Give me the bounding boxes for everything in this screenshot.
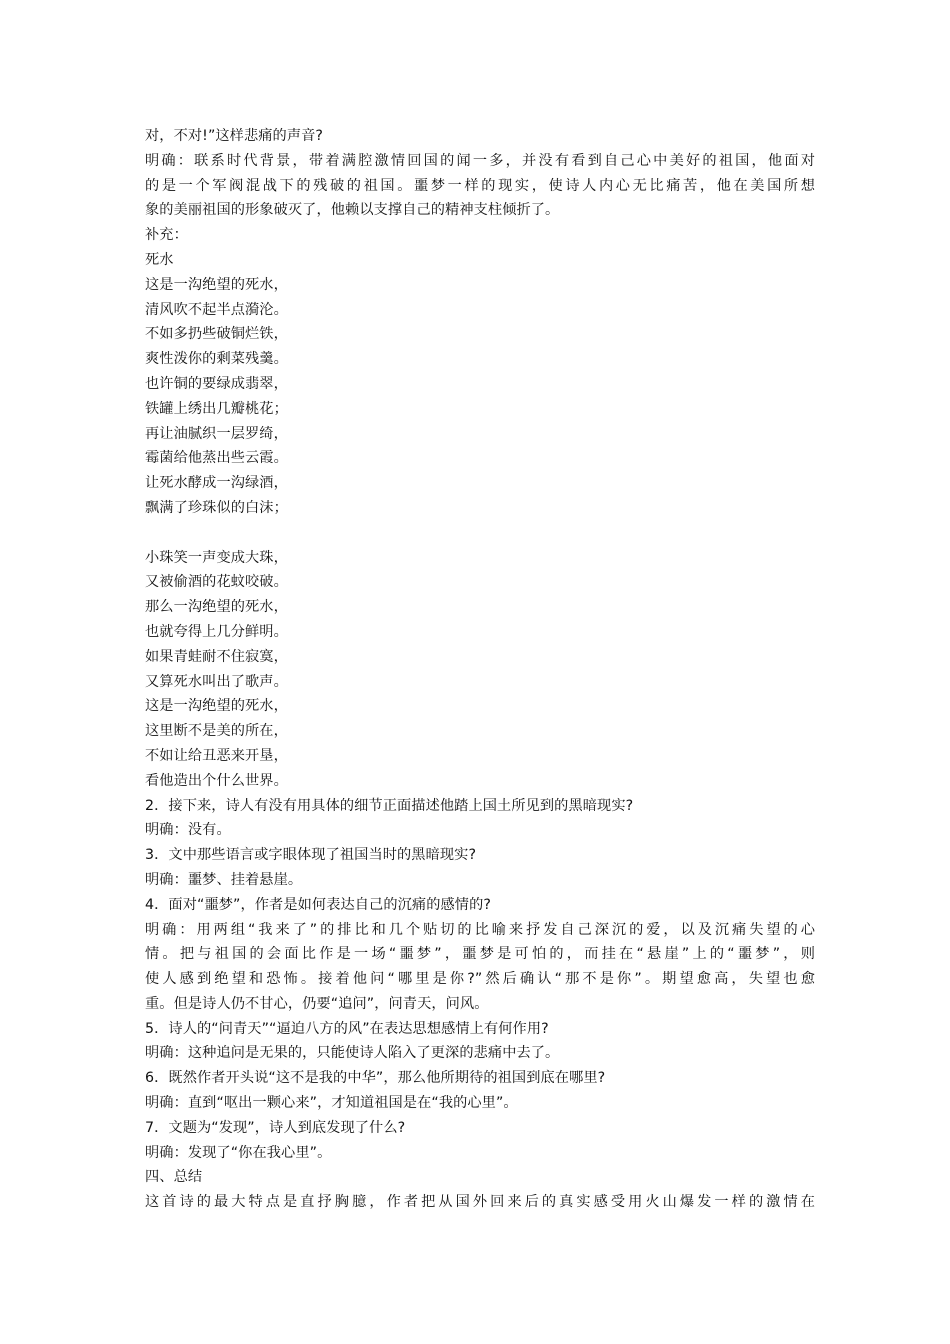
- poem-line: 那么一沟绝望的死水，: [145, 599, 288, 616]
- poem-line: 又被偷酒的花蚊咬破。: [145, 574, 288, 591]
- poem-line: 也就夸得上几分鲜明。: [145, 623, 288, 640]
- answer-line: 使人感到绝望和恐怖。接着他问“哪里是你?”然后确认“那不是你”。期望愈高，失望也愈: [145, 971, 815, 988]
- poem-line: 不如让给丑恶来开垦，: [145, 747, 288, 764]
- question-line: 7．文题为“发现”，诗人到底发现了什么?: [145, 1119, 406, 1136]
- poem-line: 这里断不是美的所在，: [145, 723, 288, 740]
- text-line: 的是一个军阀混战下的残破的祖国。噩梦一样的现实，使诗人内心无比痛苦，他在美国所想: [145, 177, 815, 194]
- poem-line: 看他造出个什么世界。: [145, 772, 288, 789]
- poem-line: 不如多扔些破铜烂铁，: [145, 326, 288, 343]
- poem-line: 这是一沟绝望的死水，: [145, 698, 288, 715]
- poem-line: 再让油腻织一层罗绮，: [145, 425, 288, 442]
- poem-line: 让死水酵成一沟绿酒，: [145, 475, 288, 492]
- section-heading: 四、总结: [145, 1169, 203, 1186]
- poem-line: 又算死水叫出了歌声。: [145, 673, 288, 690]
- poem-line: 清风吹不起半点漪沦。: [145, 301, 288, 318]
- question-line: 6．既然作者开头说“这不是我的中华”，那么他所期待的祖国到底在哪里?: [145, 1070, 606, 1087]
- question-line: 4．面对“噩梦”，作者是如何表达自己的沉痛的感情的?: [145, 896, 491, 913]
- text-line: 对，不对!”这样悲痛的声音?: [145, 128, 324, 144]
- question-line: 3．文中那些语言或字眼体现了祖国当时的黑暗现实?: [145, 847, 477, 864]
- answer-line: 明确：直到“呕出一颗心来”，才知道祖国是在“我的心里”。: [145, 1095, 518, 1112]
- poem-line: 小珠笑一声变成大珠，: [145, 549, 288, 566]
- answer-line: 明确：这种追问是无果的，只能使诗人陷入了更深的悲痛中去了。: [145, 1045, 560, 1062]
- poem-title: 死水: [145, 251, 174, 268]
- document-page: [145, 124, 815, 1215]
- text-line: 补充：: [145, 227, 188, 244]
- poem-line: 爽性泼你的剩菜残羹。: [145, 351, 288, 368]
- question-line: 5．诗人的“问青天”“逼迫八方的风”在表达思想感情上有何作用?: [145, 1020, 549, 1037]
- blank-line: [145, 521, 815, 546]
- poem-line: 如果青蛙耐不住寂寞，: [145, 648, 288, 665]
- answer-line: 明确：没有。: [145, 822, 231, 839]
- answer-line: 明确：发现了“你在我心里”。: [145, 1144, 332, 1161]
- answer-line: 明确：噩梦、挂着悬崖。: [145, 871, 303, 888]
- answer-line: 情。把与祖国的会面比作是一场“噩梦”，噩梦是可怕的，而挂在“悬崖”上的“噩梦”，则: [145, 946, 815, 963]
- poem-line: 也许铜的要绿成翡翠，: [145, 375, 288, 392]
- poem-line: 霉菌给他蒸出些云霞。: [145, 450, 288, 467]
- question-line: 2．接下来，诗人有没有用具体的细节正面描述他踏上国土所见到的黑暗现实?: [145, 797, 634, 814]
- text-line: 明确：联系时代背景，带着满腔激情回国的闻一多，并没有看到自己心中美好的祖国，他面对: [145, 152, 815, 169]
- answer-line: 明确：用两组“我来了”的排比和几个贴切的比喻来抒发自己深沉的爱，以及沉痛失望的心: [145, 921, 815, 938]
- poem-line: 这是一沟绝望的死水，: [145, 276, 288, 293]
- poem-line: 铁罐上绣出几瓣桃花；: [145, 400, 288, 417]
- poem-line: 飘满了珍珠似的白沫；: [145, 499, 288, 516]
- answer-line: 重。但是诗人仍不甘心，仍要“追问”，问青天，问风。: [145, 995, 489, 1012]
- text-line: 象的美丽祖国的形象破灭了，他赖以支撑自己的精神支柱倾折了。: [145, 202, 560, 219]
- text-line: 这首诗的最大特点是直抒胸臆，作者把从国外回来后的真实感受用火山爆发一样的激情在: [145, 1194, 815, 1211]
